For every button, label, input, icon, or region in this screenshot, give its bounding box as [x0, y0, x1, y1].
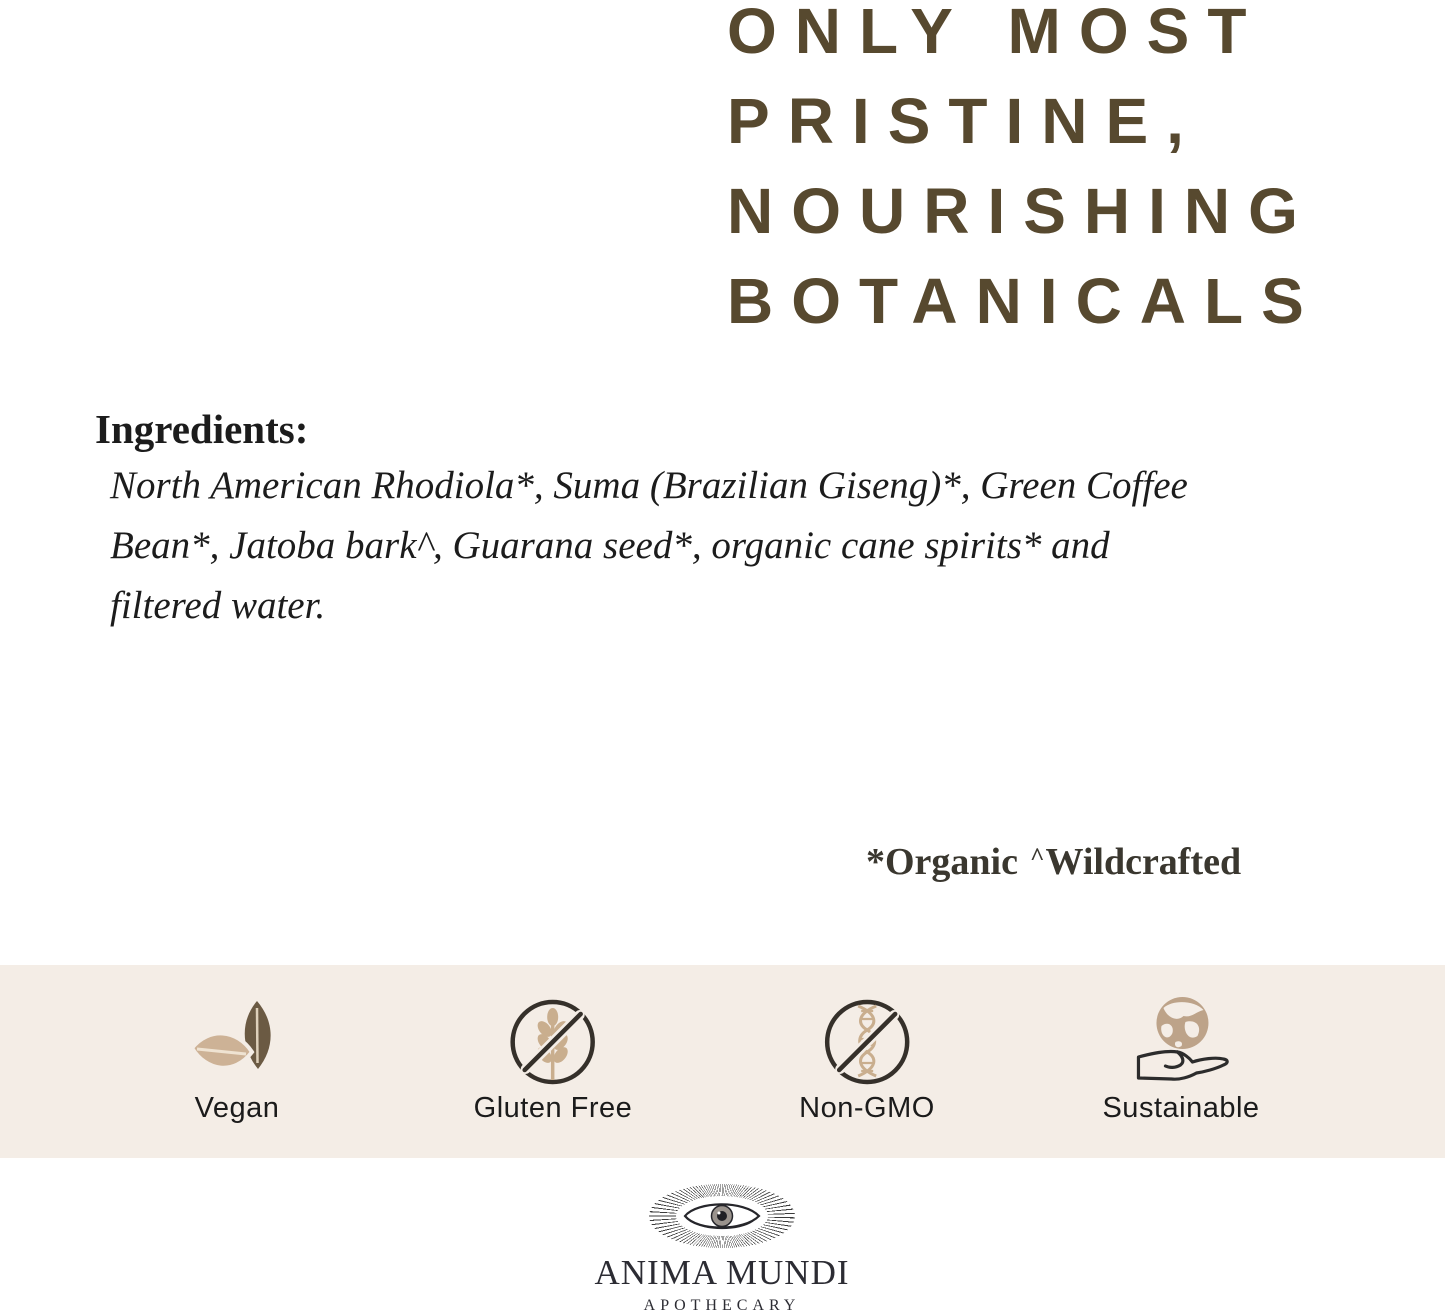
footnote-caret: ^	[1029, 844, 1045, 871]
badge-label: Non-GMO	[799, 1092, 935, 1124]
eye-icon	[682, 1195, 762, 1237]
brand-name: ANIMA MUNDI	[594, 1253, 850, 1292]
headline-line: NOURISHING	[727, 175, 1316, 247]
badge-label: Vegan	[194, 1092, 280, 1124]
ingredients-heading: Ingredients:	[95, 406, 309, 452]
brand-logo	[482, 1184, 962, 1314]
ingredients-line: North American Rhodiola*, Suma (Brazilian Giseng)*, Green Coffee	[110, 464, 1188, 507]
vegan-leaves-icon	[187, 994, 287, 1090]
brand-subtitle: APOTHECARY	[643, 1297, 801, 1314]
headline-line: ONLY MOST	[727, 0, 1265, 67]
non-gmo-dna-icon	[821, 994, 913, 1090]
badge-vegan	[187, 994, 287, 1125]
ingredients-line: Bean*, Jatoba bark^, Guarana seed*, organic cane spirits* and	[110, 524, 1110, 567]
badge-non-gmo	[799, 994, 935, 1125]
badge-label: Sustainable	[1102, 1092, 1260, 1124]
organic-wildcrafted-footnote	[866, 840, 1241, 884]
badge-label: Gluten Free	[473, 1092, 633, 1124]
ingredients-line: filtered water.	[110, 584, 326, 627]
badge-gluten-free	[474, 994, 633, 1125]
gluten-free-wheat-icon	[507, 994, 599, 1090]
sustainable-globe-hand-icon	[1125, 994, 1237, 1090]
anima-mundi-eye-logo	[649, 1184, 795, 1248]
footnote-wildcrafted: Wildcrafted	[1045, 841, 1242, 883]
ingredients-list	[110, 456, 1188, 636]
headline-line: BOTANICALS	[727, 265, 1322, 337]
headline	[727, 0, 1407, 346]
headline-line: PRISTINE,	[727, 85, 1202, 157]
footnote-organic: *Organic	[866, 841, 1018, 883]
badge-sustainable	[1102, 994, 1259, 1125]
